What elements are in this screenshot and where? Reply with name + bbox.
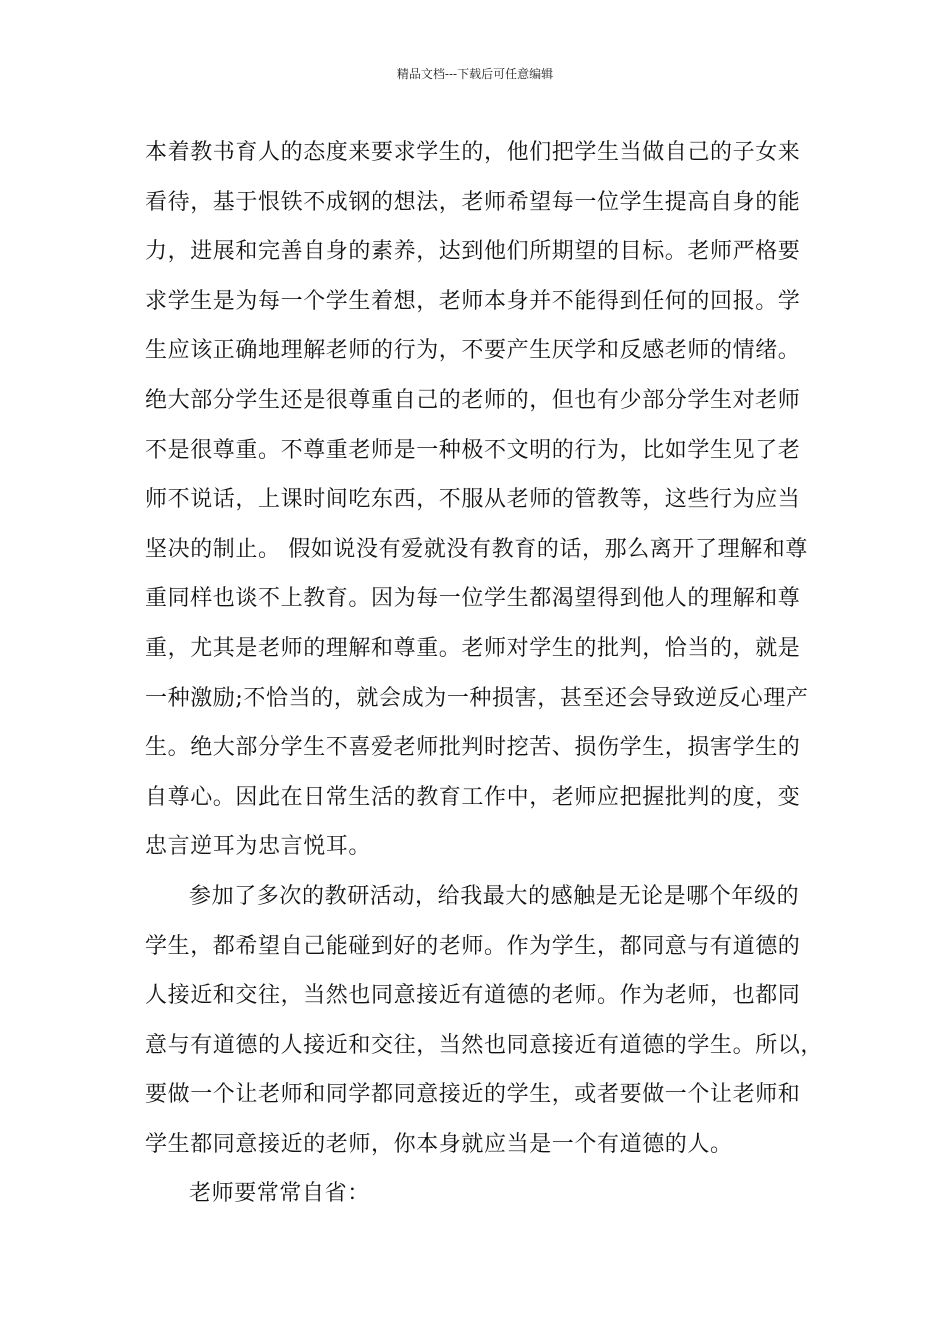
- page-header: 精品文档---下载后可任意编辑: [396, 67, 554, 81]
- text-line: 学生，都希望自己能碰到好的老师。作为学生，都同意与有道德的: [145, 933, 801, 959]
- text-line: 参加了多次的教研活动，给我最大的感触是无论是哪个年级的: [189, 883, 800, 909]
- text-line: 坚决的制止。 假如说没有爱就没有教育的话，那么离开了理解和尊: [145, 536, 808, 562]
- text-line: 力，进展和完善自身的素养，达到他们所期望的目标。老师严格要: [145, 239, 801, 265]
- text-line: 忠言逆耳为忠言悦耳。: [145, 834, 372, 860]
- text-line: 老师要常常自省：: [189, 1181, 370, 1207]
- document-body: [145, 128, 824, 1219]
- text-line: 重同样也谈不上教育。因为每一位学生都渴望得到他人的理解和尊: [145, 586, 801, 612]
- paragraph-3: [145, 1169, 820, 1219]
- text-line: 要做一个让老师和同学都同意接近的学生，或者要做一个让老师和: [145, 1082, 801, 1108]
- text-line: 一种激励;不恰当的，就会成为一种损害，甚至还会导致逆反心理产: [145, 685, 809, 711]
- text-line: 重，尤其是老师的理解和尊重。老师对学生的批判，恰当的，就是: [145, 635, 801, 661]
- text-line: 看待，基于恨铁不成钢的想法，老师希望每一位学生提高自身的能: [145, 189, 801, 215]
- text-line: 学生都同意接近的老师，你本身就应当是一个有道德的人。: [145, 1131, 733, 1157]
- text-line: 生。绝大部分学生不喜爱老师批判时挖苦、损伤学生，损害学生的: [145, 735, 801, 761]
- text-line: 师不说话，上课时间吃东西，不服从老师的管教等，这些行为应当: [145, 487, 801, 513]
- text-line: 求学生是为每一个学生着想，老师本身并不能得到任何的回报。学: [145, 288, 801, 314]
- text-line: 意与有道德的人接近和交往，当然也同意接近有道德的学生。所以，: [145, 1032, 824, 1058]
- text-line: 绝大部分学生还是很尊重自己的老师的，但也有少部分学生对老师: [145, 387, 801, 413]
- text-line: 生应该正确地理解老师的行为，不要产生厌学和反感老师的情绪。: [145, 338, 801, 364]
- text-line: 人接近和交往，当然也同意接近有道德的老师。作为老师，也都同: [145, 983, 801, 1009]
- text-line: 不是很尊重。不尊重老师是一种极不文明的行为，比如学生见了老: [145, 437, 801, 463]
- paragraph-1: [145, 128, 820, 872]
- paragraph-2: [145, 872, 824, 1170]
- text-line: 本着教书育人的态度来要求学生的，他们把学生当做自己的子女来: [145, 140, 801, 165]
- text-line: 自尊心。因此在日常生活的教育工作中，老师应把握批判的度，变: [145, 784, 801, 810]
